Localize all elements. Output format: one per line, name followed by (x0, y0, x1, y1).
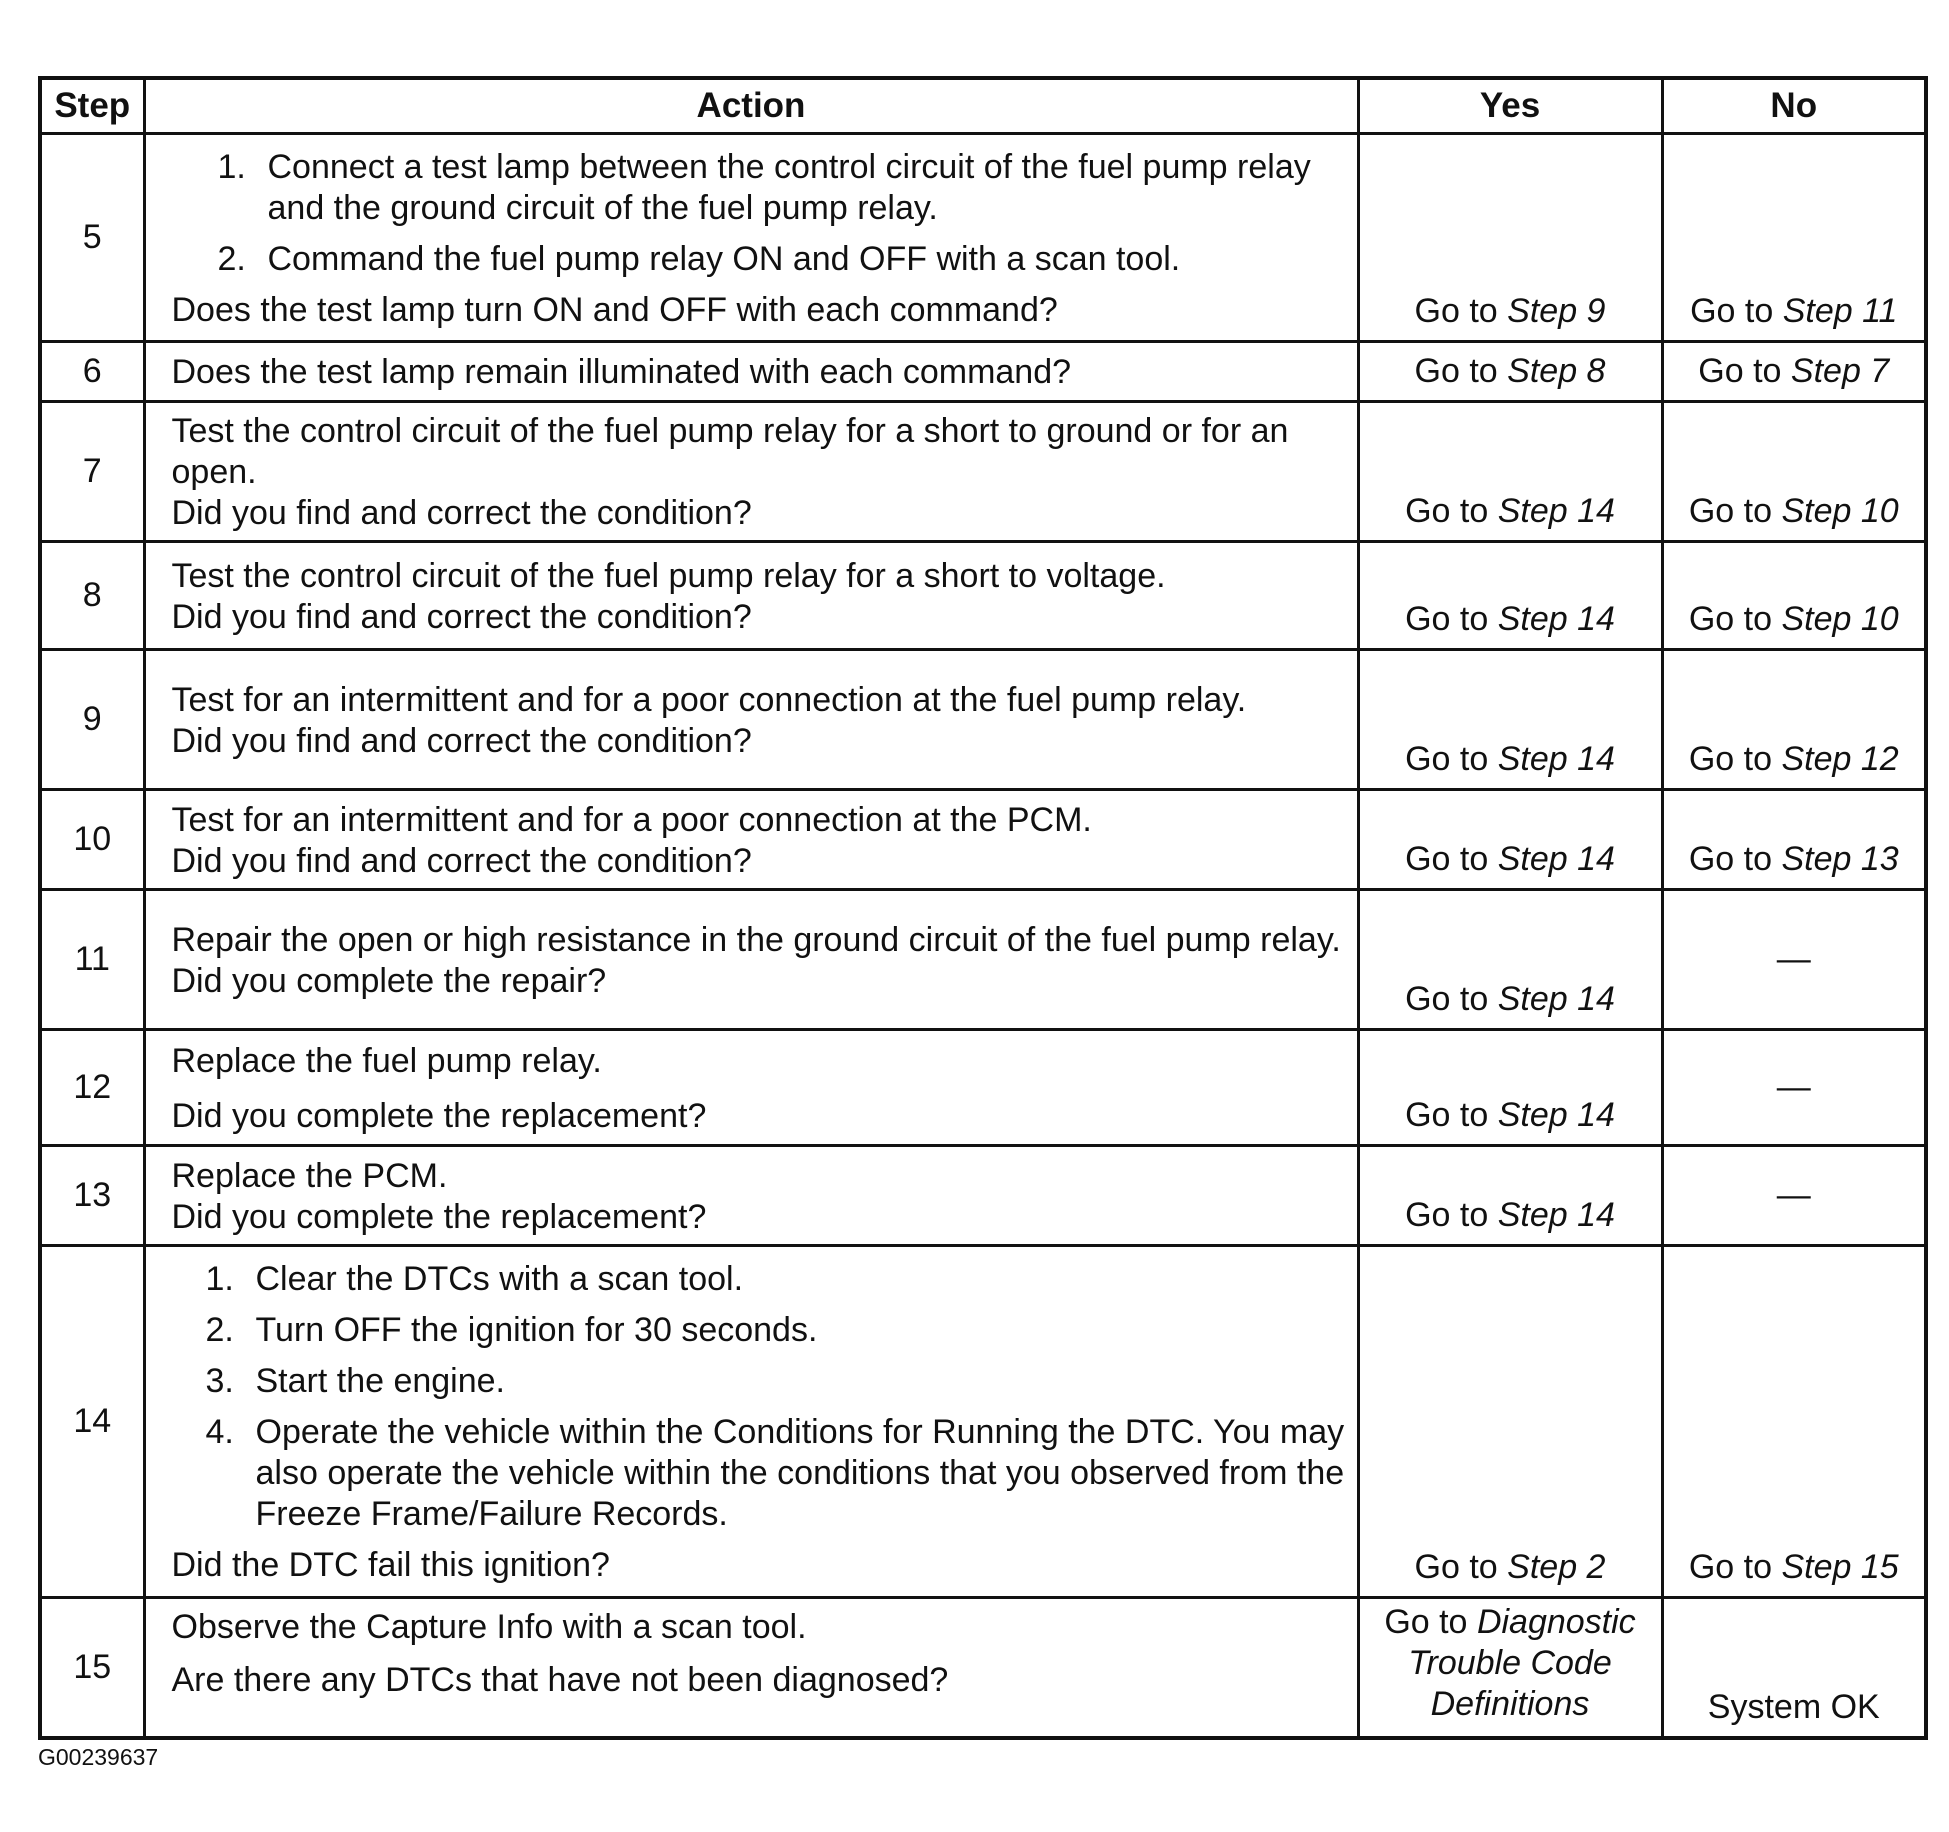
step-number: 5 (40, 134, 144, 342)
figure-id: G00239637 (38, 1744, 159, 1770)
yes-cell (1358, 1598, 1662, 1738)
action-list (190, 147, 1347, 280)
action-cell (144, 402, 1358, 542)
table-row (40, 1030, 1926, 1146)
action-question: Does the test lamp remain illuminated with each command? (171, 353, 1072, 391)
item-number: 1. (217, 147, 246, 186)
goto-label: Go to (1405, 1096, 1489, 1134)
goto-label: Go to (1405, 492, 1489, 530)
goto-label: Go to (1688, 492, 1772, 530)
step-number: 15 (40, 1598, 144, 1738)
yes-cell (1358, 650, 1662, 790)
step-link[interactable]: Step 7 (1790, 352, 1890, 390)
step-link[interactable]: Step 14 (1497, 1096, 1615, 1134)
step-number: 7 (40, 402, 144, 542)
step-link[interactable]: Step 14 (1497, 840, 1615, 878)
table-row (40, 1246, 1926, 1598)
goto-label: Go to (1688, 1548, 1772, 1586)
yes-cell (1358, 402, 1662, 542)
step-link[interactable]: Step 14 (1497, 980, 1615, 1018)
header-yes: Yes (1358, 78, 1662, 134)
goto-label: Go to (1688, 740, 1772, 778)
no-cell (1662, 1246, 1926, 1598)
goto-label: Go to (1405, 600, 1489, 638)
item-number: 2. (217, 239, 246, 278)
step-link[interactable]: Step 14 (1497, 1196, 1615, 1234)
list-item (205, 1361, 1347, 1402)
goto-label: Go to (1688, 840, 1772, 878)
header-step: Step (40, 78, 144, 134)
goto-label: Go to (1405, 740, 1489, 778)
goto-label: Go to (1384, 1602, 1468, 1641)
step-link[interactable]: Step 2 (1507, 1548, 1606, 1586)
step-number: 14 (40, 1246, 144, 1598)
goto-label: Go to (1414, 352, 1498, 390)
goto-label: Go to (1405, 840, 1489, 878)
action-cell (144, 134, 1358, 342)
step-link[interactable]: Step 14 (1497, 492, 1615, 530)
action-cell (144, 1030, 1358, 1146)
diagnostic-table (38, 76, 1928, 1740)
no-cell (1662, 134, 1926, 342)
table-row (40, 542, 1926, 650)
table-row (40, 342, 1926, 402)
goto-label: Go to (1698, 352, 1782, 390)
step-number: 11 (40, 890, 144, 1030)
step-number: 9 (40, 650, 144, 790)
item-number: 3. (205, 1362, 234, 1400)
item-text: Clear the DTCs with a scan tool. (255, 1260, 744, 1298)
step-link[interactable]: Step 10 (1781, 600, 1899, 638)
action-question: Did you complete the repair? (171, 961, 607, 1000)
yes-cell (1358, 890, 1662, 1030)
yes-cell (1358, 134, 1662, 342)
list-item (205, 1259, 1347, 1300)
action-text: Test the control circuit of the fuel pump relay for a short to voltage. (171, 556, 1166, 595)
table-row (40, 1598, 1926, 1738)
no-cell-empty: — (1662, 1030, 1926, 1146)
yes-cell (1358, 342, 1662, 402)
action-question: Does the test lamp turn ON and OFF with each command? (171, 290, 1058, 329)
step-link[interactable]: Step 12 (1781, 740, 1899, 778)
no-cell (1662, 790, 1926, 890)
action-question: Did you complete the replacement? (171, 1096, 707, 1135)
goto-label: Go to (1688, 600, 1772, 638)
item-number: 2. (205, 1311, 234, 1349)
item-number: 4. (205, 1413, 234, 1451)
action-question: Did you find and correct the condition? (171, 494, 752, 532)
no-cell: System OK (1662, 1598, 1926, 1738)
action-cell (144, 1246, 1358, 1598)
action-text: Repair the open or high resistance in the ground circuit of the fuel pump relay. (171, 920, 1341, 959)
list-item (205, 1412, 1347, 1535)
definitions-link[interactable]: Diagnostic Trouble Code Definitions (1408, 1602, 1636, 1723)
no-cell (1662, 402, 1926, 542)
step-link[interactable]: Step 13 (1781, 840, 1899, 878)
action-cell (144, 1146, 1358, 1246)
header-row (40, 78, 1926, 134)
item-text: Start the engine. (255, 1362, 506, 1400)
goto-label: Go to (1414, 1548, 1498, 1586)
table-row (40, 790, 1926, 890)
action-text: Replace the fuel pump relay. (171, 1041, 602, 1080)
goto-label: Go to (1690, 292, 1774, 330)
action-cell (144, 542, 1358, 650)
item-number: 1. (205, 1260, 234, 1298)
yes-cell (1358, 1246, 1662, 1598)
step-link[interactable]: Step 15 (1781, 1548, 1899, 1586)
table-row (40, 650, 1926, 790)
action-cell (144, 790, 1358, 890)
action-list (172, 1259, 1347, 1535)
yes-cell (1358, 1030, 1662, 1146)
goto-label: Go to (1414, 292, 1498, 330)
list-item (217, 239, 1347, 280)
action-text: Test for an intermittent and for a poor connection at the fuel pump relay. (171, 680, 1247, 719)
list-item (205, 1310, 1347, 1351)
goto-label: Go to (1405, 1196, 1489, 1234)
action-cell (144, 890, 1358, 1030)
action-question: Are there any DTCs that have not been diagnosed? (171, 1661, 949, 1699)
goto-label: Go to (1405, 980, 1489, 1018)
action-question: Did you complete the replacement? (171, 1197, 707, 1236)
no-cell (1662, 650, 1926, 790)
action-question: Did you find and correct the condition? (171, 721, 752, 760)
item-text: Turn OFF the ignition for 30 seconds. (255, 1311, 818, 1349)
list-item (217, 147, 1347, 229)
step-link[interactable]: Step 9 (1507, 292, 1606, 330)
table-row (40, 134, 1926, 342)
step-link[interactable]: Step 14 (1497, 600, 1615, 638)
step-number: 13 (40, 1146, 144, 1246)
table-row (40, 402, 1926, 542)
action-question: Did the DTC fail this ignition? (171, 1546, 610, 1584)
step-link[interactable]: Step 10 (1781, 492, 1899, 530)
header-action: Action (144, 78, 1358, 134)
item-text: Connect a test lamp between the control circuit of the fuel pump relay and the ground circuit of the fuel pump relay. (267, 147, 1311, 227)
action-question: Did you find and correct the condition? (171, 841, 752, 880)
yes-cell (1358, 1146, 1662, 1246)
item-text: Command the fuel pump relay ON and OFF with a scan tool. (267, 239, 1181, 278)
table-row (40, 1146, 1926, 1246)
no-cell-empty: — (1662, 890, 1926, 1030)
action-text: Test for an intermittent and for a poor connection at the PCM. (171, 800, 1092, 839)
action-cell (144, 650, 1358, 790)
action-text: Observe the Capture Info with a scan tool. (171, 1608, 807, 1646)
yes-cell (1358, 542, 1662, 650)
header-no: No (1662, 78, 1926, 134)
step-number: 8 (40, 542, 144, 650)
action-text: Test the control circuit of the fuel pump relay for a short to ground or for an open. (171, 412, 1289, 491)
action-text: Replace the PCM. (171, 1156, 448, 1195)
step-link[interactable]: Step 11 (1782, 292, 1898, 330)
table-row (40, 890, 1926, 1030)
yes-cell (1358, 790, 1662, 890)
step-link[interactable]: Step 8 (1507, 352, 1606, 390)
no-cell (1662, 342, 1926, 402)
step-link[interactable]: Step 14 (1497, 740, 1615, 778)
item-text: Operate the vehicle within the Conditions for Running the DTC. You may also operate the vehicle within the conditions that you observed from the Freeze Frame/Failure Records. (255, 1413, 1345, 1533)
step-number: 6 (40, 342, 144, 402)
action-cell (144, 1598, 1358, 1738)
step-number: 10 (40, 790, 144, 890)
no-cell (1662, 542, 1926, 650)
action-question: Did you find and correct the condition? (171, 597, 752, 636)
step-number: 12 (40, 1030, 144, 1146)
action-cell (144, 342, 1358, 402)
no-cell-empty: — (1662, 1146, 1926, 1246)
